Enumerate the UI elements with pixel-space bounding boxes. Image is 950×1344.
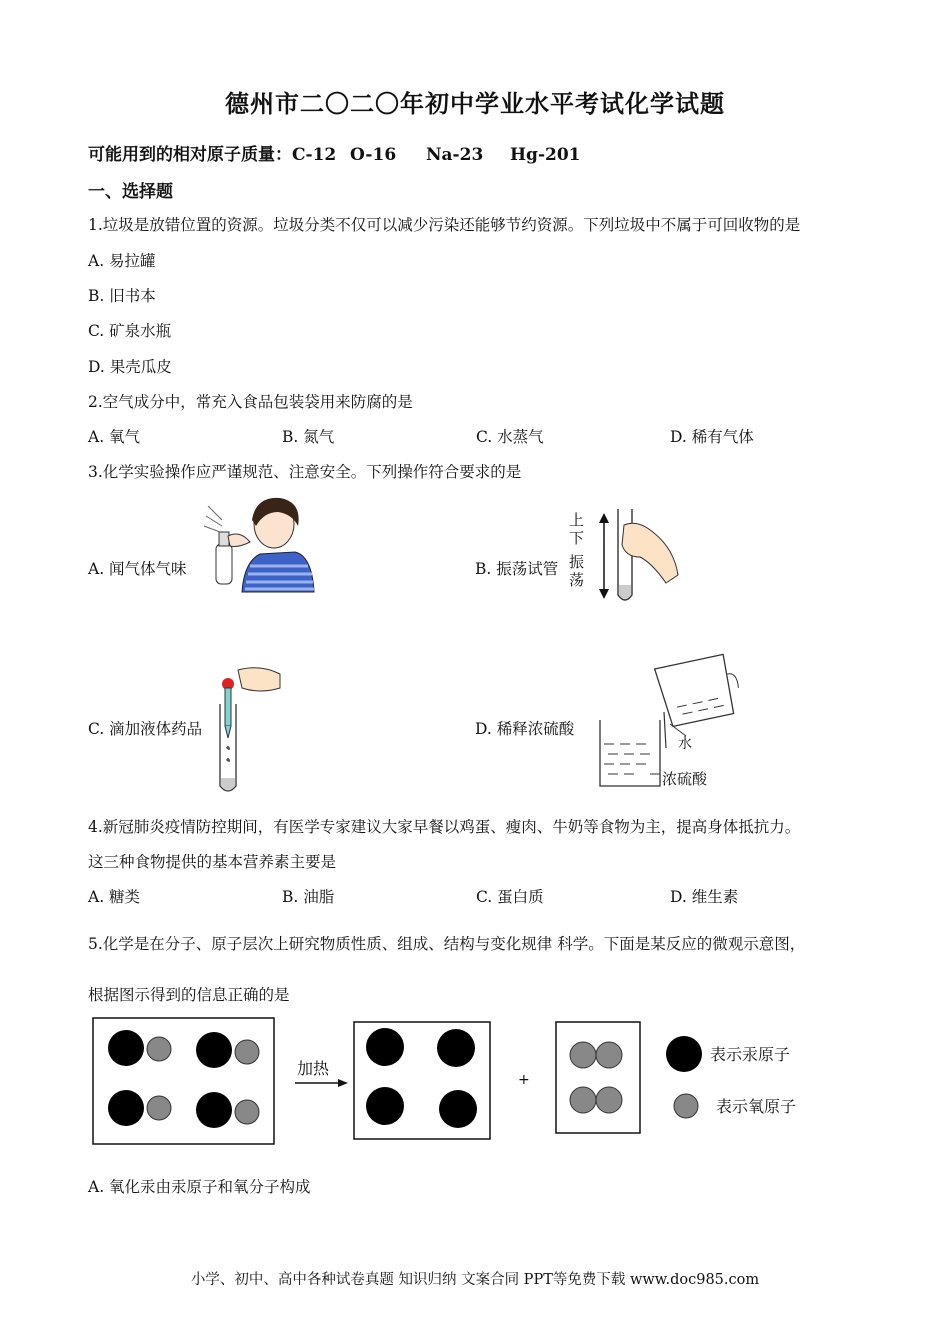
atomic-mass-item: Na-23 — [426, 145, 484, 165]
oxygen-atom — [570, 1042, 596, 1068]
oxygen-atom — [596, 1042, 622, 1068]
mercury-atom — [366, 1028, 404, 1066]
q2-option-c: C. 水蒸气 — [476, 428, 544, 446]
q1-option-b: B. 旧书本 — [88, 287, 156, 305]
q4-option-d: D. 维生素 — [670, 888, 739, 906]
q1-option-a: A. 易拉罐 — [88, 252, 156, 270]
q1-option-d: D. 果壳瓜皮 — [88, 358, 172, 376]
page-title: 德州市二〇二〇年初中学业水平考试化学试题 — [225, 89, 725, 118]
shake-label-char: 振 — [569, 553, 585, 571]
q2-option-d: D. 稀有气体 — [670, 428, 754, 446]
shaking-test-tube-illustration — [566, 505, 684, 605]
question-4-stem-line1: 4.新冠肺炎疫情防控期间，有医学专家建议大家早餐以鸡蛋、瘦肉、牛奶等食物为主，提高身体抵抗力。 — [88, 818, 801, 836]
footer-text: 小学、初中、高中各种试卷真题 知识归纳 文案合同 PPT等免费下载 www.doc985.com — [190, 1272, 760, 1288]
oxygen-atom — [147, 1037, 171, 1061]
mercury-atom — [439, 1090, 477, 1128]
q3-option-a: A. 闻气体气味 — [88, 560, 187, 578]
legend-mercury-label: 表示汞原子 — [710, 1045, 791, 1064]
oxygen-atom — [147, 1096, 171, 1120]
question-5-stem-line2: 根据图示得到的信息正确的是 — [88, 986, 290, 1004]
oxygen-atom — [235, 1040, 259, 1064]
atomic-mass-item: O-16 — [350, 145, 397, 165]
section-heading: 一、选择题 — [88, 182, 173, 202]
q3-option-c: C. 滴加液体药品 — [88, 720, 203, 738]
q4-option-c: C. 蛋白质 — [476, 888, 544, 906]
q2-option-b: B. 氮气 — [282, 428, 335, 446]
diluting-acid-illustration — [590, 650, 740, 795]
q4-options — [88, 885, 738, 907]
question-2-stem: 2.空气成分中，常充入食品包装袋用来防腐的是 — [88, 393, 413, 411]
question-4-stem-line2: 这三种食物提供的基本营养素主要是 — [88, 853, 337, 871]
atomic-mass-item: C-12 — [292, 145, 337, 165]
question-1-stem: 1.垃圾是放错位置的资源。垃圾分类不仅可以减少污染还能够节约资源。下列垃圾中不属于可回收物的是 — [88, 216, 801, 234]
label-conc-acid: 浓硫酸 — [662, 770, 708, 788]
dropping-liquid-illustration — [210, 664, 290, 794]
question-3-stem: 3.化学实验操作应严谨规范、注意安全。下列操作符合要求的是 — [88, 463, 522, 481]
q3-option-b: B. 振荡试管 — [475, 560, 559, 578]
mercury-atom — [108, 1090, 144, 1126]
plus-sign: + — [518, 1072, 530, 1088]
mercury-atom — [196, 1092, 232, 1128]
atomic-mass-label: 可能用到的相对原子质量： — [88, 145, 292, 165]
atomic-mass-item: Hg-201 — [510, 145, 581, 165]
reaction-diagram — [88, 1014, 848, 1148]
q3-option-d: D. 稀释浓硫酸 — [475, 720, 575, 738]
legend-mercury-icon — [666, 1036, 702, 1072]
label-water: 水 — [678, 736, 692, 752]
arrow-head-icon — [338, 1079, 348, 1087]
q1-option-c: C. 矿泉水瓶 — [88, 322, 172, 340]
q2-option-a: A. 氧气 — [88, 428, 141, 446]
mercury-atom — [196, 1032, 232, 1068]
legend-oxygen-label: 表示氧原子 — [716, 1097, 797, 1116]
shake-label-char: 荡 — [569, 571, 585, 589]
legend-oxygen-icon — [674, 1094, 698, 1118]
q5-option-a: A. 氧化汞由汞原子和氧分子构成 — [88, 1178, 311, 1196]
oxygen-atom — [570, 1087, 596, 1113]
smelling-gas-illustration — [200, 492, 320, 607]
q2-options — [88, 425, 754, 447]
arrow-label: 加热 — [297, 1059, 330, 1078]
mercury-atom — [366, 1087, 404, 1125]
mercury-atom — [437, 1029, 475, 1067]
q4-option-a: A. 糖类 — [88, 888, 141, 906]
shake-label-char: 下 — [569, 529, 585, 547]
q4-option-b: B. 油脂 — [282, 888, 335, 906]
oxygen-atom — [235, 1100, 259, 1124]
oxygen-atom — [596, 1087, 622, 1113]
mercury-atom — [108, 1030, 144, 1066]
question-5-stem-line1: 5.化学是在分子、原子层次上研究物质性质、组成、结构与变化规律 科学。下面是某反应的微观示意图， — [88, 935, 806, 953]
product-box-oxygen — [556, 1022, 640, 1133]
atomic-mass-line — [88, 140, 581, 165]
shake-label-char: 上 — [569, 511, 585, 529]
